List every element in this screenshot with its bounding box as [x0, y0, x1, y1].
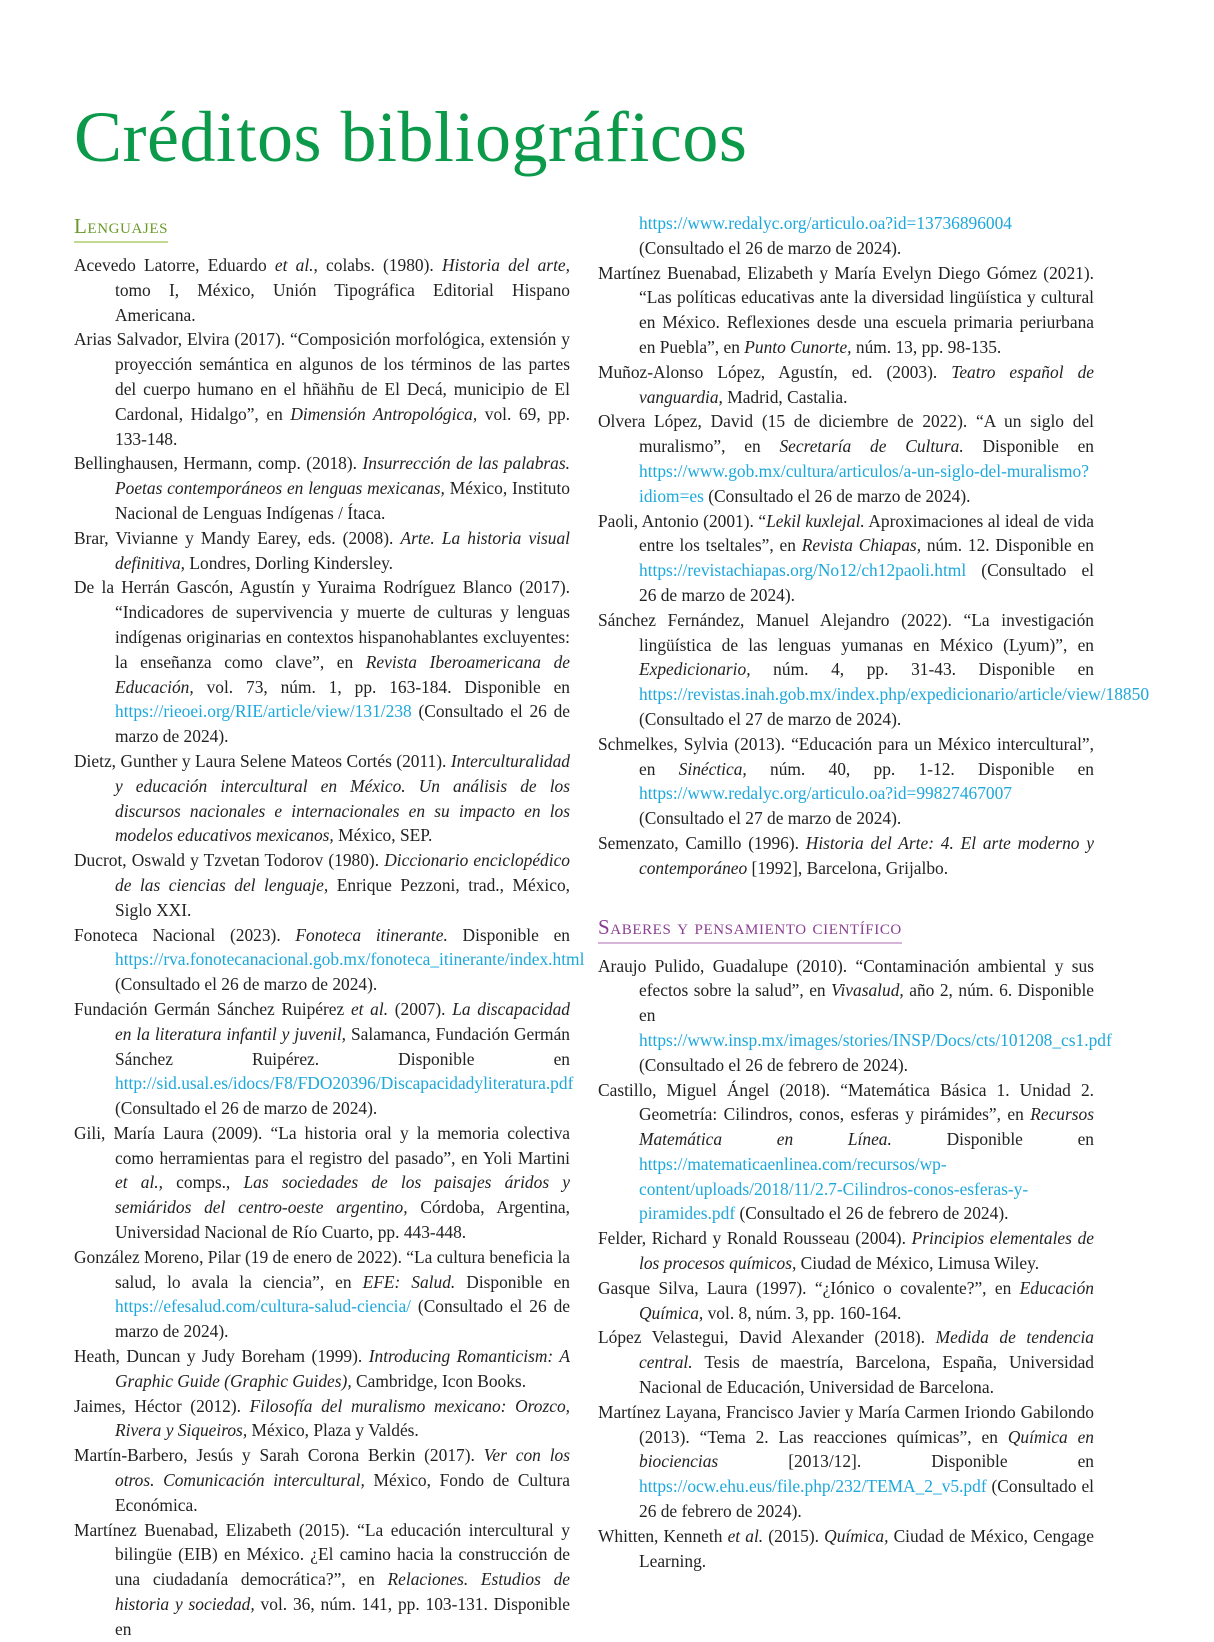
reference-link[interactable]: https://ocw.ehu.eus/file.php/232/TEMA_2_v5.pdf [639, 1476, 987, 1497]
reference-item: Semenzato, Camillo (1996). Historia del Arte: 4. El arte moderno y contemporáneo [1992], Barcelona, Grijalbo. [598, 832, 1094, 878]
reference-item: Ducrot, Oswald y Tzvetan Todorov (1980). Diccionario enciclopédico de las ciencias del lenguaje, Enrique Pezzoni, trad., México, Siglo XXI. [74, 850, 570, 920]
reference-link[interactable]: https://www.insp.mx/images/stories/INSP/Docs/cts/101208_cs1.pdf [639, 1029, 1112, 1050]
reference-link[interactable]: https://www.gob.mx/cultura/articulos/a-un-siglo-del-muralismo?idiom=es [639, 460, 1089, 506]
reference-item: Fundación Germán Sánchez Ruipérez et al. (2007). La discapacidad en la literatura infantil y juvenil, Salamanca, Fundación Germán Sánchez Ruipérez. Disponible en http://sid.usal.es/idocs/F8/FDO20396/Discapacidadyliteratura.pdf (Consultado el 26 de marzo de 2024). [74, 998, 574, 1119]
right-column [598, 211, 1150, 1573]
reference-link[interactable]: https://efesalud.com/cultura-salud-ciencia/ [115, 1296, 412, 1317]
section-heading-saberes: Saberes y pensamiento científico [598, 913, 902, 944]
reference-item: Gili, María Laura (2009). “La historia oral y la memoria colectiva como herramientas para el registro del pasado”, en Yoli Martini et al., comps., Las sociedades de los paisajes áridos y semiáridos del centro-oeste argentino, Córdoba, Argentina, Universidad Nacional de Río Cuarto, pp. 443-448. [74, 1122, 570, 1243]
reference-link[interactable]: https://rieoei.org/RIE/article/view/131/238 [115, 701, 412, 722]
reference-item: Martínez Buenabad, Elizabeth (2015). “La educación intercultural y bilingüe (EIB) en México. ¿El camino hacia la construcción de una ciudadanía democrática?”, en Relaciones. Estudios de historia y sociedad, vol. 36, núm. 141, pp. 103-131. Disponible en [74, 1519, 571, 1639]
reference-item: Acevedo Latorre, Eduardo et al., colabs. (1980). Historia del arte, tomo I, México, Unión Tipográfica Editorial Hispano Americana. [74, 255, 570, 325]
reference-item: Whitten, Kenneth et al. (2015). Química, Ciudad de México, Cengage Learning. [598, 1525, 1094, 1571]
reference-item: López Velastegui, David Alexander (2018). Medida de tendencia central. Tesis de maestría, Barcelona, España, Universidad Nacional de Educación, Universidad de Barcelona. [598, 1327, 1094, 1398]
reference-item: González Moreno, Pilar (19 de enero de 2022). “La cultura beneficia la salud, lo avala la ciencia”, en EFE: Salud. Disponible en https://efesalud.com/cultura-salud-ciencia/ (Consultado el 26 de marzo de 2024). [74, 1246, 571, 1342]
section-spacer [598, 881, 1094, 907]
reference-item: De la Herrán Gascón, Agustín y Yuraima Rodríguez Blanco (2017). “Indicadores de supervivencia y muerte de culturas y lenguas indígenas originarias en contextos hispanohablantes excluyentes: la enseñanza como clave”, en Revista Iberoamericana de Educación, vol. 73, núm. 1, pp. 163-184. Disponible en https://rieoei.org/RIE/article/view/131/238 (Consultado el 26 de marzo de 2024). [74, 577, 570, 747]
reference-item: Castillo, Miguel Ángel (2018). “Matemática Básica 1. Unidad 2. Geometría: Cilindros, conos, esferas y pirámides”, en Recursos Matemática en Línea. Disponible en https://matematicaenlinea.com/recursos/wp-content/uploads/2018/11/2.7-Cilindros-conos-esferas-y-piramides.pdf (Consultado el 26 de febrero de 2024). [598, 1079, 1095, 1224]
reference-item: Bellinghausen, Hermann, comp. (2018). Insurrección de las palabras. Poetas contemporáneos en lenguas mexicanas, México, Instituto Nacional de Lenguas Indígenas / Ítaca. [74, 453, 571, 523]
reference-item: Martínez Buenabad, Elizabeth y María Evelyn Diego Gómez (2021). “Las políticas educativas ante la diversidad lingüística y cultural en México. Reflexiones desde una escuela primaria periurbana en Puebla”, en Punto Cunorte, núm. 13, pp. 98-135. [598, 262, 1094, 357]
reference-item: Muñoz-Alonso López, Agustín, ed. (2003). Teatro español de vanguardia, Madrid, Castalia. [598, 361, 1094, 407]
reference-item: Heath, Duncan y Judy Boreham (1999). Introducing Romanticism: A Graphic Guide (Graphic Guides), Cambridge, Icon Books. [74, 1346, 570, 1391]
reference-link[interactable]: https://rva.fonotecanacional.gob.mx/fonoteca_itinerante/index.html [115, 949, 585, 970]
reference-continuation: https://www.redalyc.org/articulo.oa?id=13736896004 (Consultado el 26 de marzo de 2024). [639, 213, 1013, 258]
reference-item: Martín-Barbero, Jesús y Sarah Corona Berkin (2017). Ver con los otros. Comunicación intercultural, México, Fondo de Cultura Económica. [74, 1445, 570, 1515]
page-title: Créditos bibliográficos [74, 97, 748, 177]
reference-item: Jaimes, Héctor (2012). Filosofía del muralismo mexicano: Orozco, Rivera y Siqueiros, México, Plaza y Valdés. [74, 1395, 570, 1441]
section-heading-lenguajes: Lenguajes [74, 212, 168, 243]
reference-item: Felder, Richard y Ronald Rousseau (2004). Principios elementales de los procesos químicos, Ciudad de México, Limusa Wiley. [598, 1228, 1094, 1274]
reference-link[interactable]: https://matematicaenlinea.com/recursos/wp-content/uploads/2018/11/2.7-Cilindros-conos-esferas-y-piramides.pdf [639, 1153, 1029, 1224]
reference-link[interactable]: https://www.redalyc.org/articulo.oa?id=99827467007 [639, 783, 1013, 804]
left-column [74, 206, 585, 1642]
reference-item: Schmelkes, Sylvia (2013). “Educación para un México intercultural”, en Sinéctica, núm. 40, pp. 1-12. Disponible en https://www.redalyc.org/articulo.oa?id=99827467007 (Consultado el 27 de marzo de 2024). [598, 733, 1094, 829]
reference-item: Fonoteca Nacional (2023). Fonoteca itinerante. Disponible en https://rva.fonotecanacional.gob.mx/fonoteca_itinerante/index.html (Consultado el 26 de marzo de 2024). [74, 924, 585, 995]
reference-item: Martínez Layana, Francisco Javier y María Carmen Iriondo Gabilondo (2013). “Tema 2. Las reacciones químicas”, en Química en biociencias [2013/12]. Disponible en https://ocw.ehu.eus/file.php/232/TEMA_2_v5.pdf (Consultado el 26 de febrero de 2024). [598, 1401, 1095, 1522]
reference-item: Arias Salvador, Elvira (2017). “Composición morfológica, extensión y proyección semántica en algunos de los términos de las partes del cuerpo humano en el hñähñu de El Decá, municipio de El Cardonal, Hidalgo”, en Dimensión Antropológica, vol. 69, pp. 133-148. [74, 329, 571, 449]
reference-link[interactable]: https://revistachiapas.org/No12/ch12paoli.html [639, 560, 967, 581]
reference-link[interactable]: https://revistas.inah.gob.mx/index.php/expedicionario/article/view/18850 [639, 684, 1150, 705]
reference-item: Dietz, Gunther y Laura Selene Mateos Cortés (2011). Interculturalidad y educación intercultural en México. Un análisis de los discursos nacionales e internacionales en su impacto en los modelos educativos mexicanos, México, SEP. [74, 750, 570, 846]
reference-item: Gasque Silva, Laura (1997). “¿Iónico o covalente?”, en Educación Química, vol. 8, núm. 3, pp. 160-164. [598, 1277, 1094, 1323]
reference-link[interactable]: http://sid.usal.es/idocs/F8/FDO20396/Discapacidadyliteratura.pdf [115, 1073, 574, 1094]
reference-link[interactable]: https://www.redalyc.org/articulo.oa?id=13736896004 [639, 213, 1013, 233]
reference-item: Olvera López, David (15 de diciembre de 2022). “A un siglo del muralismo”, en Secretaría de Cultura. Disponible en https://www.gob.mx/cultura/articulos/a-un-siglo-del-muralismo?idiom=es (Consultado el 26 de marzo de 2024). [598, 411, 1094, 506]
reference-item: Brar, Vivianne y Mandy Earey, eds. (2008). Arte. La historia visual definitiva, Londres, Dorling Kindersley. [74, 527, 570, 573]
reference-item: Araujo Pulido, Guadalupe (2010). “Contaminación ambiental y sus efectos sobre la salud”, en Vivasalud, año 2, núm. 6. Disponible en https://www.insp.mx/images/stories/INSP/Docs/cts/101208_cs1.pdf (Consultado el 26 de febrero de 2024). [598, 955, 1112, 1075]
reference-item: Sánchez Fernández, Manuel Alejandro (2022). “La investigación lingüística de las lenguas yumanas en México (Lyum)”, en Expedicionario, núm. 4, pp. 31-43. Disponible en https://revistas.inah.gob.mx/index.php/expedicionario/article/view/18850 (Consultado el 27 de marzo de 2024). [598, 609, 1150, 729]
reference-item: Paoli, Antonio (2001). “Lekil kuxlejal. Aproximaciones al ideal de vida entre los tseltales”, en Revista Chiapas, núm. 12. Disponible en https://revistachiapas.org/No12/ch12paoli.html (Consultado el 26 de marzo de 2024). [598, 510, 1094, 605]
